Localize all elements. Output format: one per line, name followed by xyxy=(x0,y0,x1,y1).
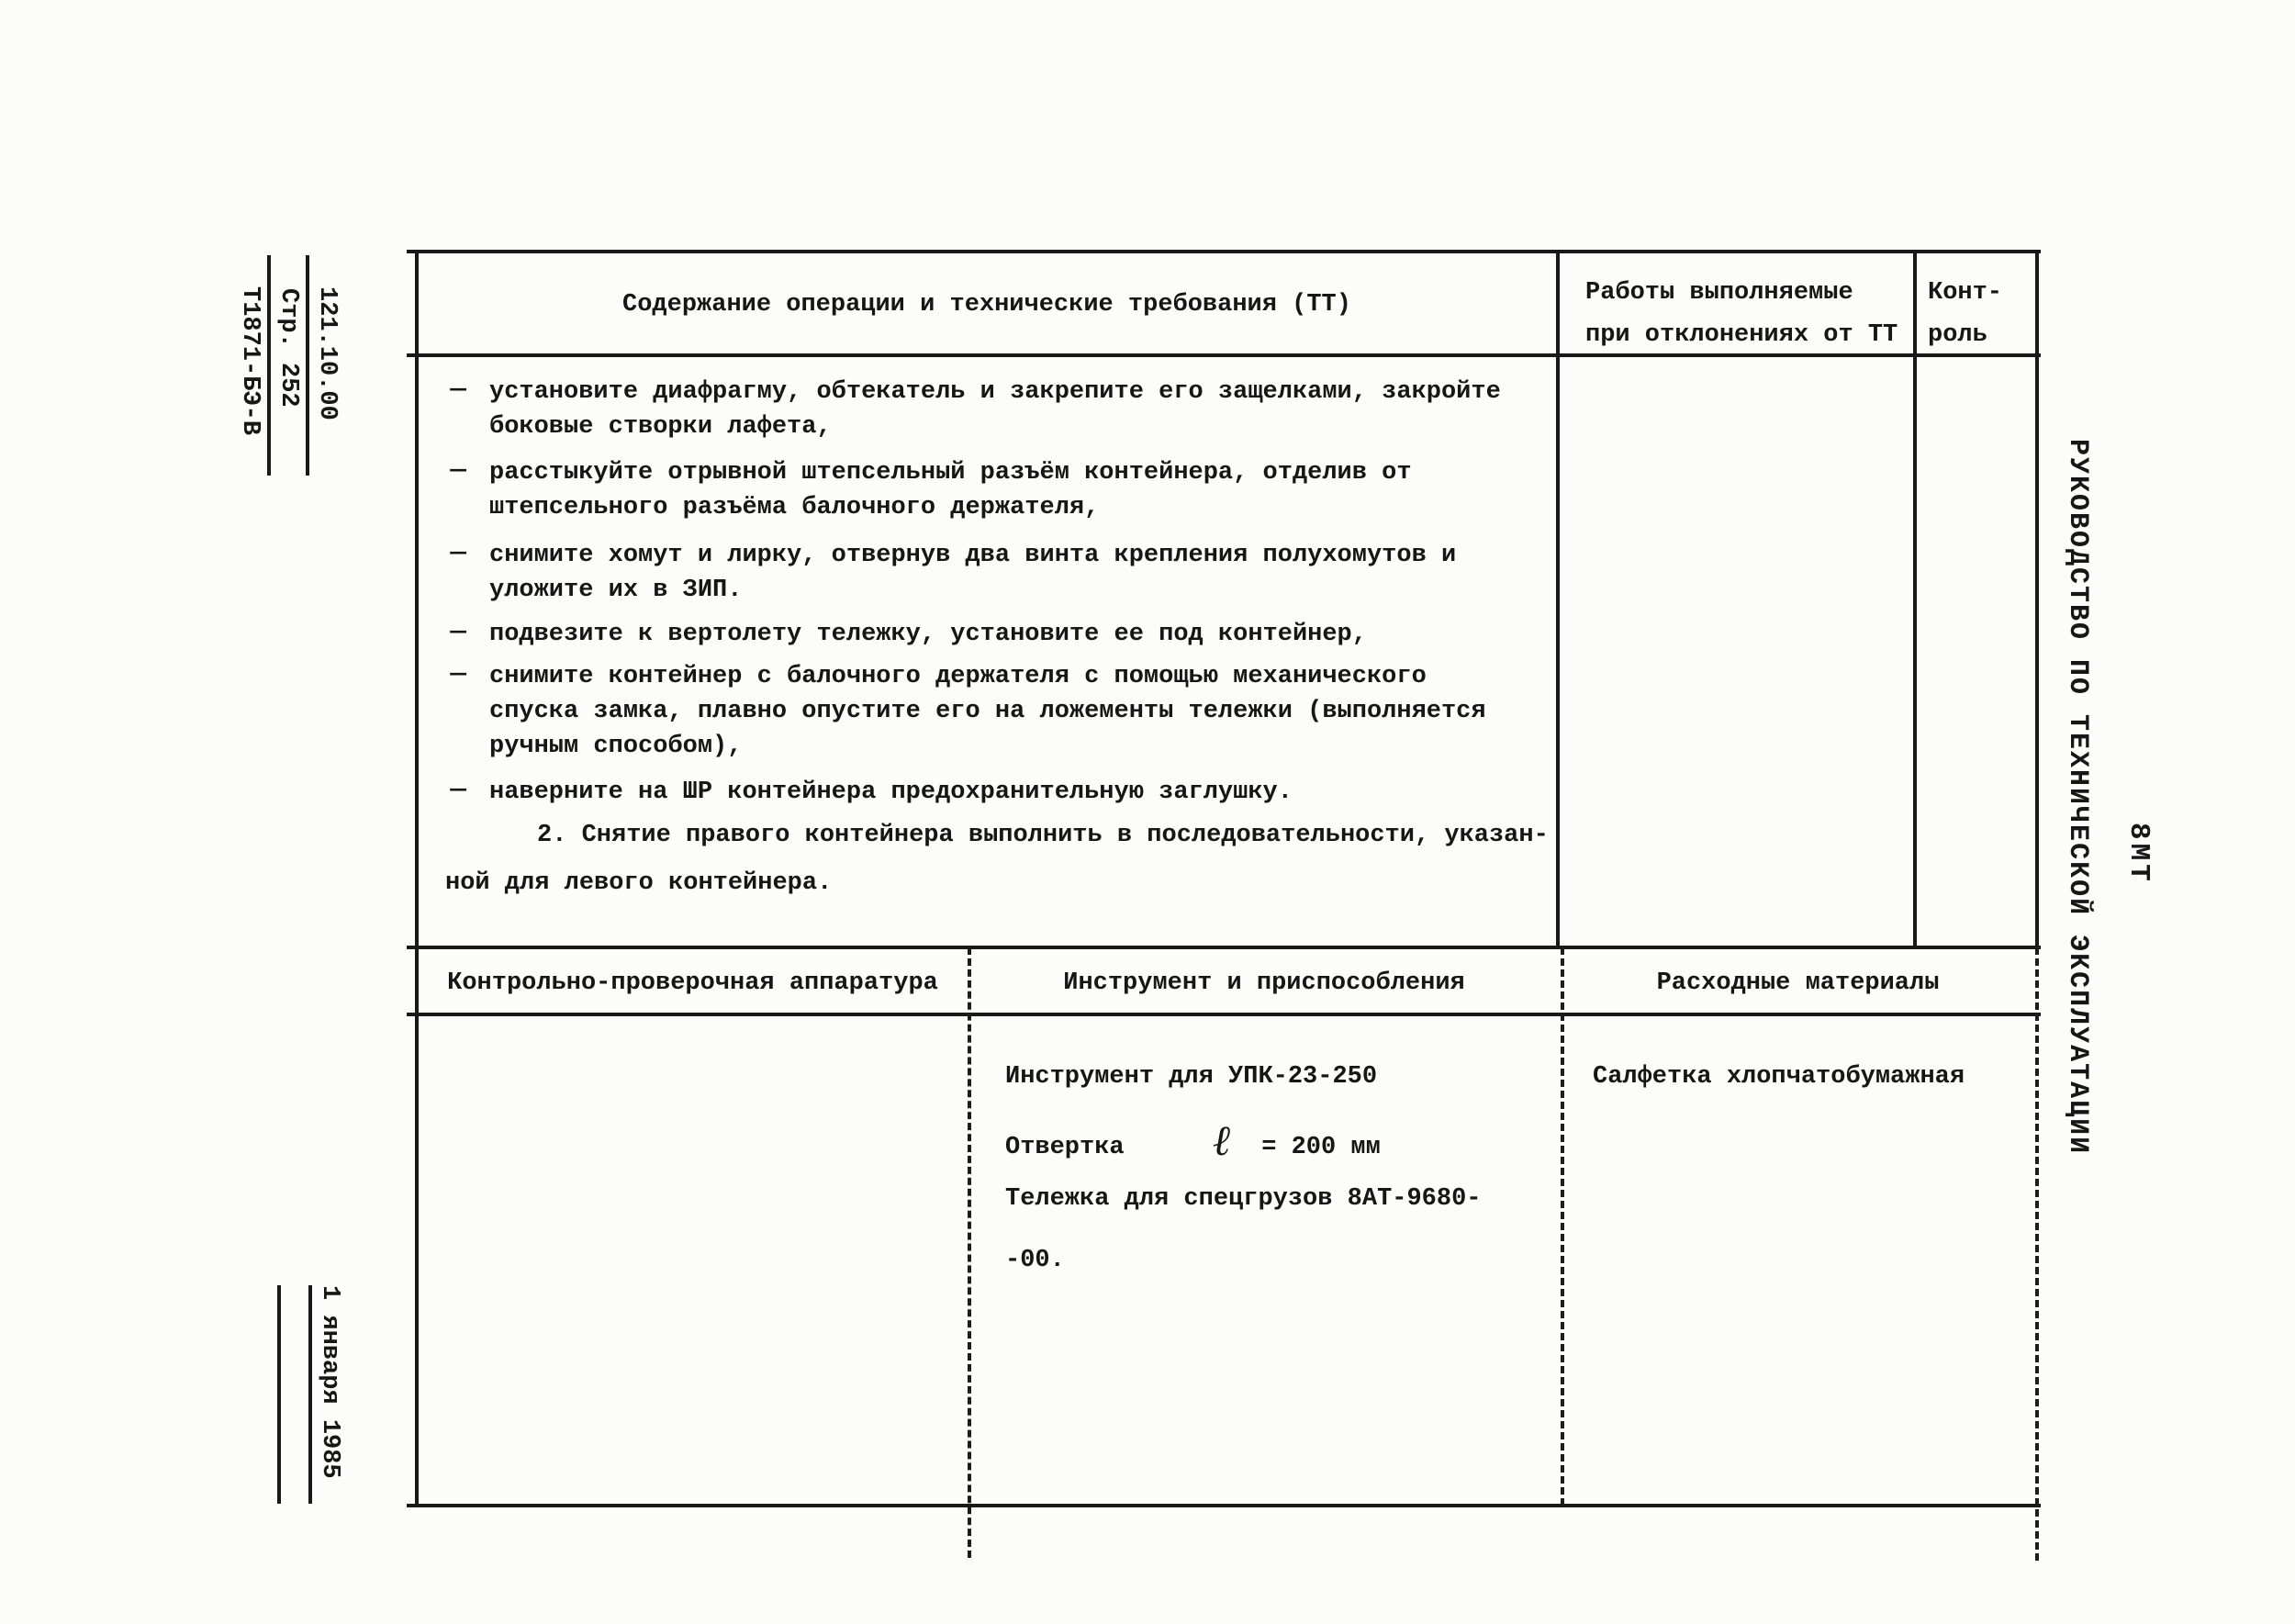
bullet-dash: – xyxy=(446,540,470,567)
step-text: установите диафрагму, обтекатель и закрепите его защелками, закройте xyxy=(489,378,1501,406)
tool-item-continued: -00. xyxy=(1005,1247,1065,1274)
doc-number: 121.10.00 xyxy=(306,255,344,476)
page-ref-block xyxy=(232,255,344,476)
consumable-item: Салфетка хлопчатобумажная xyxy=(1593,1063,1965,1091)
page-number: Стр. 252 xyxy=(267,255,306,476)
table-left-border xyxy=(415,250,419,1507)
step-text: боковые створки лафета, xyxy=(489,413,832,441)
equipment-table-header-border xyxy=(407,1013,2041,1016)
tool-name: Отвертка xyxy=(1005,1134,1125,1161)
header-control xyxy=(1928,272,2002,356)
header-consumables: Расходные материалы xyxy=(1656,969,1940,997)
note-paragraph-line1: 2. Снятие правого контейнера выполнить в последовательности, указан- xyxy=(537,822,1549,849)
tool-item: Тележка для спецгрузов 8АТ-9680- xyxy=(1005,1185,1482,1213)
tool-item: Инструмент для УПК-23-250 xyxy=(1005,1063,1378,1091)
date-underline xyxy=(277,1285,308,1504)
bullet-dash: – xyxy=(446,661,470,689)
step-text: штепсельного разъёма балочного держателя, xyxy=(489,494,1100,521)
step-text: подвезите к вертолету тележку, установите ее под контейнер, xyxy=(489,621,1367,648)
step-text: спуска замка, плавно опустите его на ложементы тележки (выполняется xyxy=(489,698,1486,725)
operation-step xyxy=(445,775,1551,810)
step-text: снимите хомут и лирку, отвернув два винта крепления полухомутов и xyxy=(489,542,1457,569)
header-operation-content: Содержание операции и технические требования (ТТ) xyxy=(622,291,1351,319)
step-text: ручным способом), xyxy=(489,733,743,760)
header-deviation-works-line2: при отклонениях от ТТ xyxy=(1585,321,1898,349)
step-text: расстыкуйте отрывной штепсельный разъём контейнера, отделив от xyxy=(489,459,1412,487)
operation-step xyxy=(445,455,1551,525)
step-text: снимите контейнер с балочного держателя с помощью механического xyxy=(489,663,1427,690)
tool-item xyxy=(1005,1115,1381,1165)
operations-col-separator-1 xyxy=(1556,250,1560,946)
manual-title: РУКОВОДСТВО ПО ТЕХНИЧЕСКОЙ ЭКСПЛУАТАЦИИ xyxy=(2062,439,2093,1156)
table-right-border xyxy=(2035,250,2039,947)
volume-code: 8МТ xyxy=(2122,823,2155,885)
header-deviation-works xyxy=(1585,272,1898,356)
equipment-table-top-border xyxy=(407,946,2041,949)
bullet-dash: – xyxy=(446,376,470,404)
equipment-col-separator-1 xyxy=(968,947,971,1558)
bullet-dash: – xyxy=(446,777,470,804)
header-tools: Инструмент и приспособления xyxy=(1063,969,1465,997)
header-control-line1: Конт- xyxy=(1928,279,2003,307)
operation-step xyxy=(445,659,1551,764)
operation-steps xyxy=(445,375,1551,901)
bullet-dash: – xyxy=(446,457,470,485)
issue-date-block xyxy=(277,1285,347,1504)
operation-step xyxy=(445,375,1551,444)
step-text: уложите их в ЗИП. xyxy=(489,577,743,604)
equipment-col-separator-2 xyxy=(1561,947,1564,1506)
operations-table-top-border xyxy=(407,250,2041,253)
issue-date: 1 января 1985 xyxy=(308,1285,347,1504)
length-symbol: ℓ xyxy=(1212,1115,1230,1165)
note-paragraph-line2: ной для левого контейнера. xyxy=(445,869,833,897)
equipment-table-bottom-border xyxy=(407,1504,2041,1507)
operations-col-separator-2 xyxy=(1913,250,1917,946)
bullet-dash: – xyxy=(446,619,470,646)
header-deviation-works-line1: Работы выполняемые xyxy=(1585,279,1853,307)
table-right-border-dashed xyxy=(2035,947,2039,1561)
operation-step xyxy=(445,538,1551,608)
header-control-line2: роль xyxy=(1928,321,1987,349)
doc-code: Т1871-БЭ-В xyxy=(236,286,263,436)
step-text: наверните на ШР контейнера предохранительную заглушку. xyxy=(489,778,1293,806)
tool-spec: = 200 мм xyxy=(1261,1134,1381,1161)
header-test-equipment: Контрольно-проверочная аппаратура xyxy=(447,969,938,997)
operation-step xyxy=(445,617,1551,652)
